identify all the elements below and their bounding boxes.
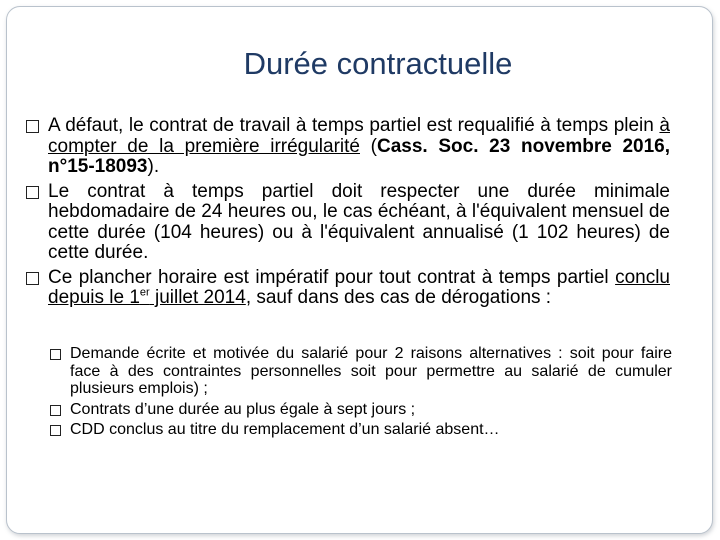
sub-list-item [50,421,672,439]
date-text: conclu depuis le 1 [48,266,670,308]
list-item [26,182,670,264]
square-bullet-icon [50,349,61,360]
superscript: er [139,286,150,299]
sub-bullet-text: CDD conclus au titre du remplacement d’un salarié absent… [70,421,500,438]
sub-bullet-text: Demande écrite et motivée du salarié pour 2 raisons alternatives : soit pour faire face à des contraintes personnelles soit pour permettre au salarié de cumuler plusieurs emplois) ; [70,345,672,397]
sub-list-item [50,401,672,419]
square-bullet-icon [50,425,61,436]
date-text: juillet 2014 [149,287,246,308]
sub-list-item [50,345,672,398]
bullet-list [26,116,670,313]
square-bullet-icon [26,120,39,133]
sub-bullet-text: Contrats d’une durée au plus égale à sept jours ; [70,400,416,418]
list-item [26,268,670,309]
list-item [26,116,670,178]
bullet-text: Ce plancher horaire est impératif pour tout contrat à temps partiel [48,266,616,288]
square-bullet-icon [26,186,39,199]
bullet-text: ). [147,156,160,177]
bullet-text: A défaut, le contrat de travail à temps partiel est requalifié à temps plein [48,115,660,136]
square-bullet-icon [26,272,39,285]
bullet-text: , sauf dans des cas de dérogations : [245,287,552,308]
case-reference: Cass. Soc. 23 novembre 2016, n°15-18093 [48,135,671,177]
underlined-text: à compter de la première irrégularité [48,115,670,157]
sub-bullet-list [50,345,672,442]
page-title: Durée contractuelle [243,46,513,81]
square-bullet-icon [50,405,61,416]
bullet-text: ( [359,135,377,157]
bullet-text: Le contrat à temps partiel doit respecter une durée minimale hebdomadaire de 24 heures ou, le cas échéant, à l'équivalent mensuel de cette durée (104 heures) ou à l'équivalent annualisé (1 102 heures) de cette durée. [48,180,670,263]
